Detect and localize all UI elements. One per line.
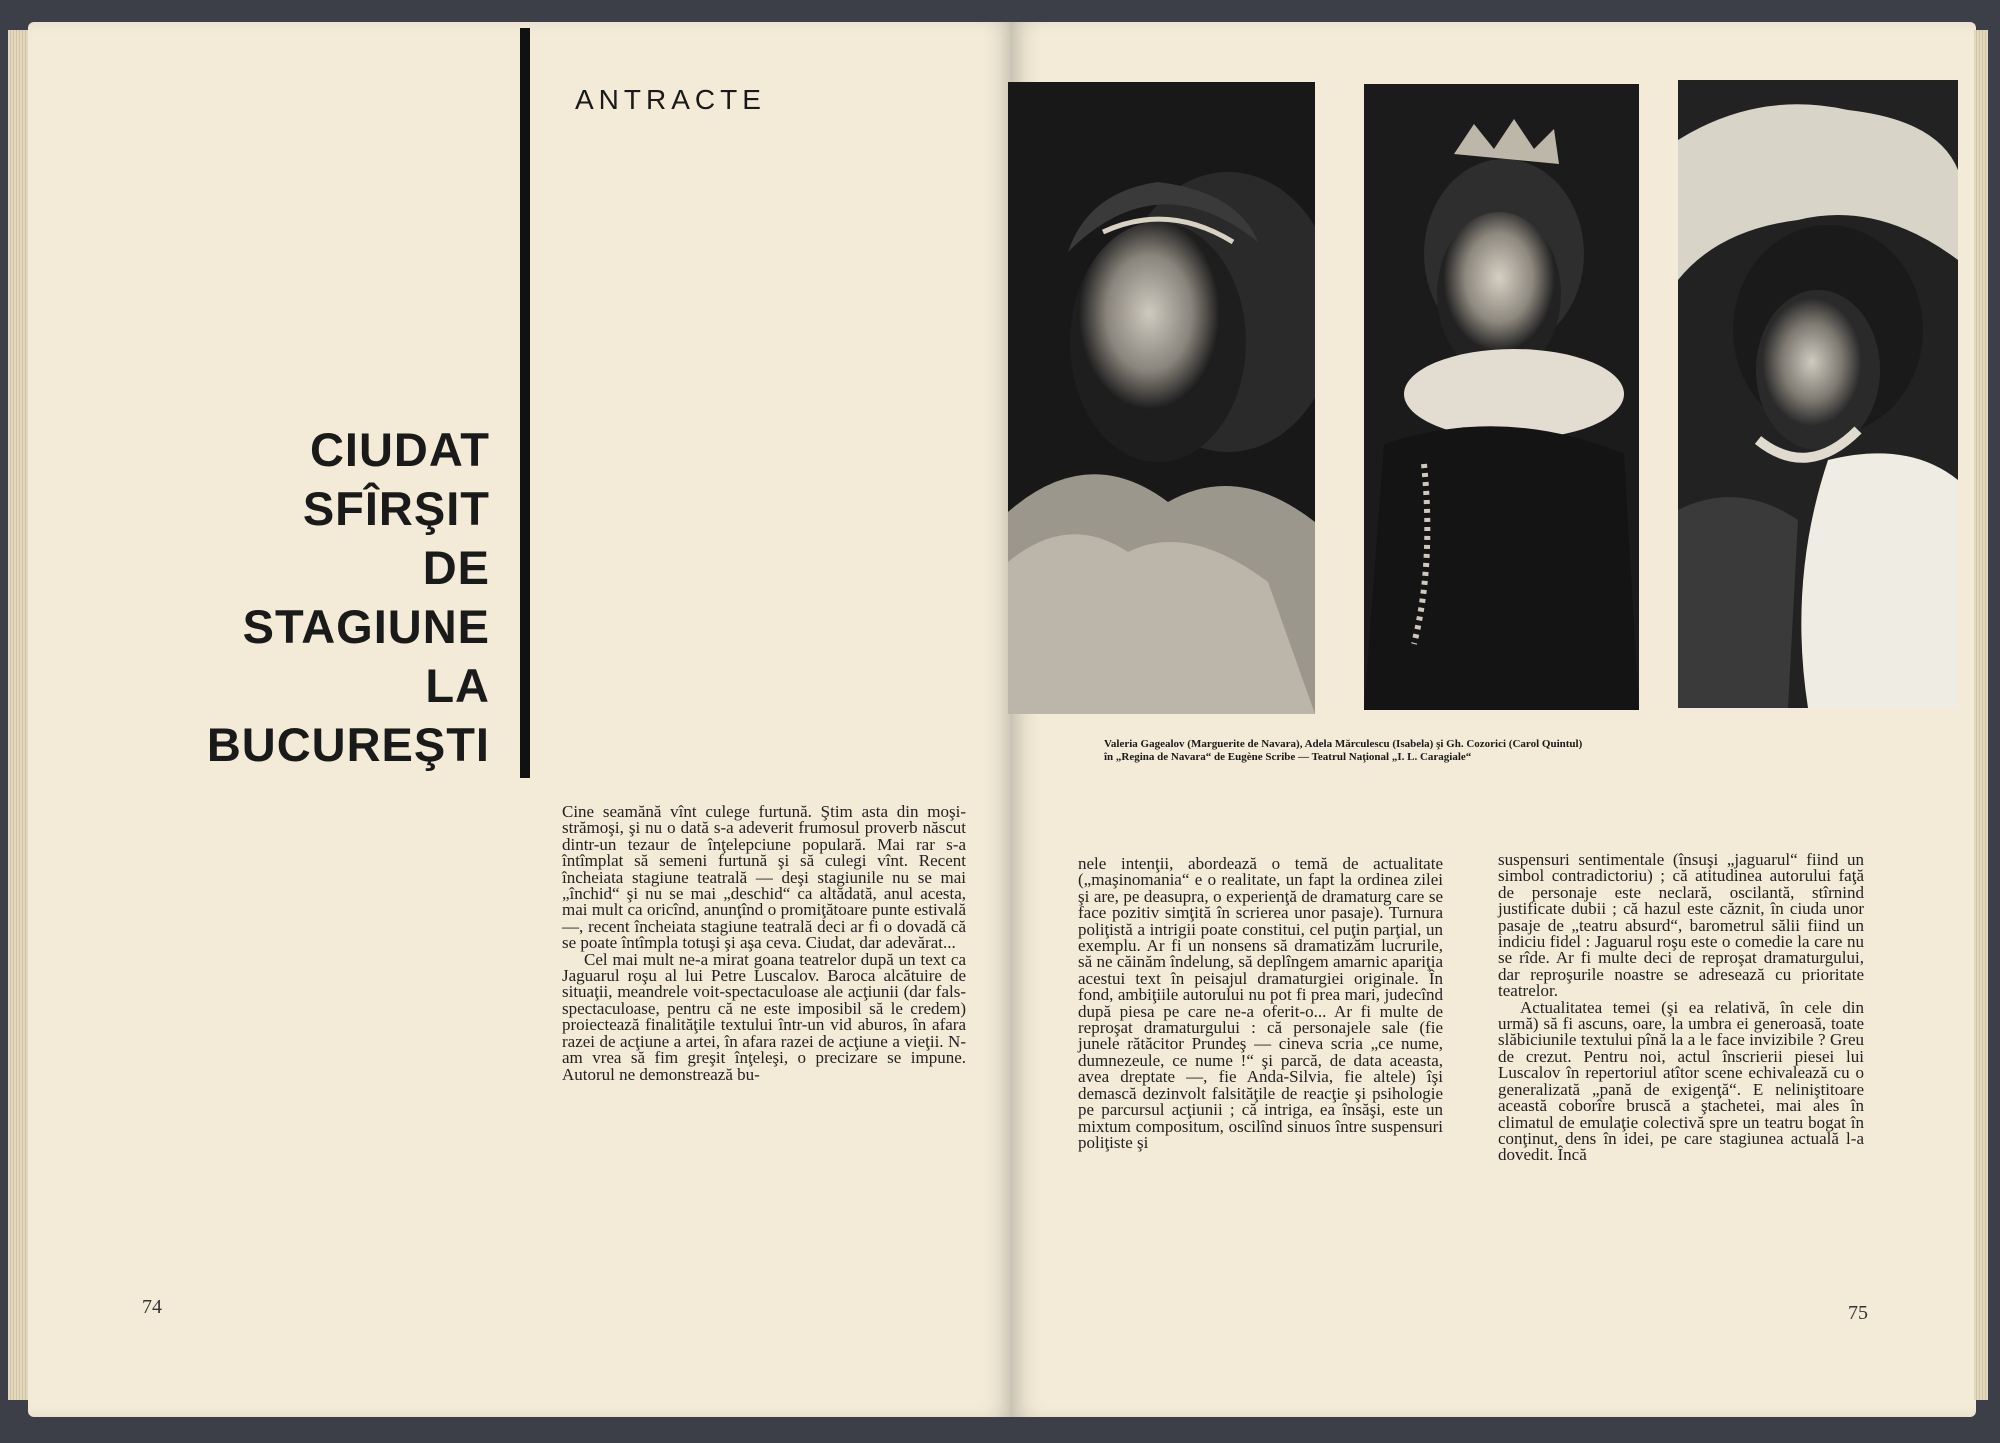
photo-carol-quintul xyxy=(1678,80,1958,708)
caption-line: în „Regina de Navara“ de Eugène Scribe — Teatrul Naţional „I. L. Caragiale“ xyxy=(1104,751,1472,763)
title-line: BUCUREŞTI xyxy=(206,718,490,771)
photo-isabela xyxy=(1364,84,1639,710)
paragraph: suspensuri sentimentale (însuşi „jaguarul“ fiind un simbol contradictoriu) ; că atitudinea autorului faţă de personaje este neclară, oscilantă, stîrnind justificate dubii ; că hazul este căznit, în ciuda unor pasaje de „teatru absurd“, barometrul sălii fiind un indiciu fidel : Jaguarul roşu este o comedie la care nu se rîde. Ar fi multe deci de reproşat dramaturgului, dar reproşurile noastre se adresează cu prioritate teatrelor. xyxy=(1498,850,1864,1001)
text-column-2 xyxy=(1078,856,1443,1151)
title-line: DE xyxy=(422,541,490,594)
title-line: CIUDAT xyxy=(309,423,490,476)
paragraph: Cel mai mult ne-a mirat goana teatrelor după un text ca Jaguarul roşu al lui Petre Luscalov. Baroca alcătuire de situaţii, meandrele voit-spectaculoase ale acţiunii (dar fals-spectaculoase, pentru că ne este imposibil să le credem) proiectează finalităţile textului într-un vid aburos, în afara razei de acţiune a artei, în afara razei de acţiune a vieţii. N-am vrea să fim greşit înţeleşi, o precizare se impune. Autorul ne demonstrează bu- xyxy=(562,949,966,1084)
article-title xyxy=(100,420,490,774)
title-line: LA xyxy=(425,659,490,712)
photo-caption xyxy=(1104,738,1864,764)
title-line: STAGIUNE xyxy=(242,600,490,653)
book-edge-right xyxy=(1974,30,1988,1400)
paragraph: Cine seamănă vînt culege furtună. Ştim asta din moşi-strămoşi, şi nu o dată s-a adeverit frumosul proverb născut dintr-un tezaur de înţelepciune populară. Mai rar s-a întîmplat să semeni furtună şi să culegi vînt. Recent încheiata stagiune teatrală — deşi stagiunile nu se mai „închid“ şi nu se mai „deschid“ ca altădată, anul acesta, mai mult ca oricînd, anunţînd o promiţătoare punte estivală —, recent încheiata stagiune teatrală deci ar fi o dovadă că se poate întîmpla totuşi şi aşa ceva. Ciudat, dar adevărat... xyxy=(562,802,966,953)
page-number-left: 74 xyxy=(142,1296,162,1318)
paragraph: Actualitatea temei (şi ea relativă, în cele din urmă) să fi ascuns, oare, la umbra ei generoasă, toate slăbiciunile textului pînă la a le face invizibile ? Greu de crezut. Pentru noi, actul înscrierii piesei lui Luscalov în repertoriul atîtor scene echivalează cu o generalizată „pană de exigenţă“. E neliniştitoare această coborîre bruscă a ştachetei, mai ales în climatul de emulaţie colectivă spre un teatru bogat în conţinut, dens în idei, pe care stagiunea actuală l-a dovedit. Încă xyxy=(1498,997,1864,1165)
text-column-1 xyxy=(562,804,966,1083)
section-label: ANTRACTE xyxy=(575,84,766,115)
book-edge-left xyxy=(8,30,30,1400)
paragraph: nele intenţii, abordează o temă de actualitate („maşinomania“ e o realitate, un fapt la ordinea zilei şi are, pe deasupra, o experienţă de dramaturg care se face pozitiv simţită în scrierea unor pasaje). Turnura poliţistă a intrigii poate constitui, cel puţin parţial, un exemplu. Ar fi un nonsens să dramatizăm lucrurile, să ne căinăm îndelung, să deplîngem amarnic apariţia acestui text în peisajul dramaturgiei originale. În fond, ambiţiile autorului nu pot fi prea mari, judecînd după piesa pe care ne-a oferit-o... Ar fi multe de reproşat dramaturgului : că personajele sale (fie junele rătăcitor Prundeş — cineva scria „ce nume, dumnezeule, ce nume !“ şi parcă, de data aceasta, avea dreptate —, fie Anda-Silvia, fie altele) îşi demască dezinvolt falsităţile de reacţie şi psihologie pe parcursul acţiunii ; că intriga, ea însăşi, este un mixtum compositum, oscilînd sinuos între suspensuri poliţiste şi xyxy=(1078,854,1443,1152)
text-column-3 xyxy=(1498,852,1864,1164)
photo-marguerite xyxy=(1008,82,1315,714)
title-line: SFÎRŞIT xyxy=(302,482,490,535)
caption-line: Valeria Gagealov (Marguerite de Navara), Adela Mărculescu (Isabela) şi Gh. Cozorici (Carol Quintul) xyxy=(1104,738,1583,750)
page-number-right: 75 xyxy=(1848,1302,1868,1324)
vertical-rule xyxy=(520,28,530,778)
